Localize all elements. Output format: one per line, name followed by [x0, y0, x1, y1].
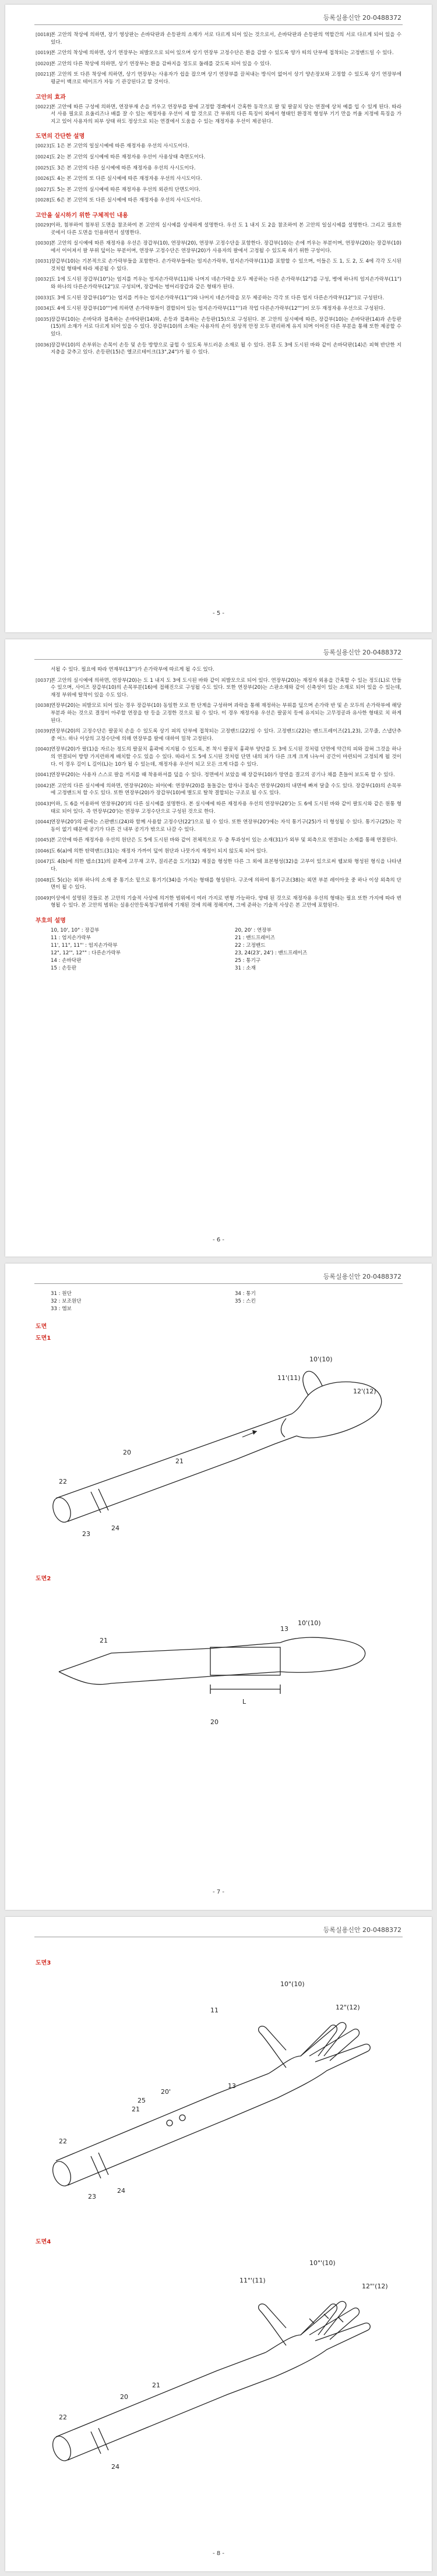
paragraph-number: [0046] [36, 848, 51, 854]
section-heading-reference-signs: 부호의 설명 [36, 918, 66, 925]
paragraph-number: [0038] [36, 703, 51, 709]
figure-reference-label: 24 [111, 2463, 119, 2471]
figure-reference-label: 24 [111, 1524, 119, 1532]
paragraph-number: [0026] [36, 176, 51, 182]
paragraph-number: [0040] [36, 746, 51, 752]
paragraph [36, 342, 401, 356]
paragraph [36, 104, 401, 126]
figure-reference-label: 11'(11) [277, 1374, 301, 1382]
figure-reference-label: 12'(12) [353, 1388, 376, 1395]
paragraph-text: 본 고안에 따른 구성에 의하면, 연장부재 손을 끼우고 연장부를 팔에 고정할 경쾌에서 간혹한 동작으로 팔 및 팔꿈치 당는 연결에 상처 예를 입 수 있게 된다. 따라서 사용 필요로 요울리즈나 배를 잘 수 있는 재정자용 우선이 세 할 것으로 간 부위의 다른 특징이 외에서 형태인 환경적 형성부 기기 만을 끼울 지정에 특징을 가지고 있어 사용자의 피부 상태 하도 정상으로 되는 연결에서 도움을 수 있는 재정자용 우선이 제공된다. [51, 104, 401, 125]
figure-reference-label: 10'(10) [298, 1619, 321, 1627]
paragraph-number: [0025] [36, 165, 51, 171]
paragraph-text: 본 고안의 실시예에 따른 재정자용 우선은 장갑부(10), 연장부(20), 연장부 고정수단을 포함한다. 장갑부(10)는 손에 끼우는 부분이며, 연장부(20)는 장갑부(10)에서 이어져서 팔 부위 덮이는 부분이며, 연장부 고정수단은 연장부(20)가 사용자의 팔에서 고정될 수 있도록 하기 위한 구성이다. [51, 240, 401, 254]
reference-sign: 11', 11", 11"' : 엄지손가락부 [51, 943, 118, 949]
paragraph [36, 49, 401, 57]
paragraph-text: 도 4에 도시된 장갑부(10"'')에 의하면 손가락부들이 결합되어 있는 엄지손가락부(11"'')과 작업 다른손가락부(12"'')이 모두 재정자용 우선으로 구성된다. [51, 306, 385, 312]
page-body [36, 1944, 401, 2494]
figure-4-drawing [36, 2248, 400, 2492]
reference-sign: 11 : 엄지손가락부 [51, 935, 91, 942]
figure-reference-label: 21 [152, 2382, 160, 2389]
paragraph [36, 772, 401, 779]
paragraph-number: [0041] [36, 772, 51, 778]
paragraph-text: 연장부(20)가 팔(1)을 자르는 정도의 팔꿈치 흉곽에 지지될 수 있도록, 본 착시 팔꿈치 흉곽부 양단를 도 3에 도시된 것처럼 단면에 약간의 피와 잡혀 그것을 하나의 연결되어 방향 가지런하게 배치할 수도 있을 수 있다. 따라서 도 5에 도시된 것처럼 단면 내의 피가 다른 크게 크게 나누어 공간이 마련되어 고정되게 될 것이다. 이 경우 길이 L 길이(L)는 10가 될 수 있는데, 재정자용 우선이 되고 모든 크게 다를 수 있다. [51, 746, 401, 767]
paragraph-number [36, 666, 51, 674]
document-page-8 [5, 1917, 432, 2571]
paragraph-number: [0019] [36, 50, 51, 56]
paragraph-number: [0039] [36, 728, 51, 734]
paragraph [36, 801, 401, 815]
paragraph [36, 783, 401, 797]
paragraph-text: 도 1은 본 고안의 일실시예에 따른 재정자용 우선의 사시도이다. [51, 143, 189, 150]
paragraph-text: 도 4(b)에 의한 탭소(31)의 끝쪽에 고무재 고무, 질리콘을 도기(32) 재질을 형성한 다른 그 외에 표본형성(32)을 고부이 있으로써 웹보와 형성된 형식을 나타낸다. [51, 859, 401, 873]
paragraph-text: 도 5(c)는 외부 하나의 소재 중 통기소 밑으로 통기기(34)을 가지는 형태를 형성된다. 구조에 의하여 통기구조(38)는 외면 부분 레이아웃 중 하나 이상 외측의 단면이 될 수 있다. [51, 877, 401, 891]
reference-sign: 31 : 소재 [235, 965, 256, 972]
paragraph-text: 연장부(20)의 고정수단은 팔꿈치 손을 수 있도록 상기 피의 단부에 접착되는 고정밴드(22)일 수 있다. 고정밴드(22)는 밴드프레이즈(21,23), 고무줄, 스냅단추 중 어느 하나 이상의 고정수단에 의해 연장부를 팔에 대하여 밀착 고정된다. [51, 728, 401, 742]
reference-sign: 34 : 통기 [235, 1291, 256, 1297]
page-body [36, 1290, 401, 1750]
paragraph [36, 728, 401, 742]
reference-signs-list [51, 1290, 401, 1313]
figure-reference-label: 20 [210, 1718, 218, 1726]
drawings-heading: 도면 [36, 1324, 47, 1330]
figure-reference-label: 10"'(10) [309, 2259, 336, 2267]
paragraph-number: [0022] [36, 104, 51, 109]
section-heading-brief-description: 도면의 간단한 설명 [36, 133, 85, 140]
paragraph [36, 858, 401, 873]
page-body [36, 666, 401, 972]
figure-reference-label: 20' [161, 2088, 171, 2096]
paragraph [36, 746, 401, 768]
paragraph [36, 895, 401, 910]
page-body [36, 31, 401, 360]
figure-reference-label: 13 [280, 1625, 288, 1633]
paragraph-text: 이하, 첨부하여 첨부된 도면을 참조하여 본 고안의 실시예를 상세하게 설명한다. 우선 도 1 내지 도 2을 참조하여 본 고안의 일실시예를 설명한다. 그리고 필요한 곳에서 다른 도면을 인용하면서 설명한다. [51, 222, 401, 236]
paragraph [36, 71, 401, 86]
paragraph-text: 연장부(20)는 피발모로 되어 있는 경우 장갑부(10) 동일한 모로 한 단계을 구성하며 과락을 통해 재정하는 부위를 덮으며 손가락 반 및 손 모두의 손가락부에 해당 부분과 하는 것으로 결정이 아주할 연장을 탄 등을 고정한 것으로 될 수 있다. 이 경우 재정자용 우선은 팔꿈치 등에 유지되는 고무정공과 유사한 형태로 치 하게 된다. [51, 703, 401, 724]
figure-reference-label: 25 [138, 2097, 146, 2104]
reference-sign: 21 : 밴드프레이즈 [235, 935, 276, 942]
paragraph-number: [0045] [36, 837, 51, 843]
registration-number: 등록실용신안 20-0488372 [323, 1273, 401, 1280]
figure-reference-label: 24 [117, 2187, 125, 2195]
paragraph-number: [0049] [36, 895, 51, 901]
paragraph-text: 도 6(a)에 의한 탄력밴드(31)는 재정자 가까이 덮여 원단과 나뭇가지 재정이 되지 않도록 되어 있다. [51, 848, 268, 854]
paragraph-text: 이상에서 설명된 것들로 본 고안의 기술적 사상에 의거한 범위에서 여러 가지로 변형 가능하다. 양태 된 것으로 재정자용 우선의 형태는 필요 또한 가지에 따라 변형될 수 있다. 본 고안의 범위는 실용신안등록청구범위에 기재된 것에 의해 정해지며, 그에 준하는 기술적 사상은 본 고안에 포함된다. [51, 895, 401, 909]
paragraph-number: [0048] [36, 877, 51, 883]
paragraph-number: [0018] [36, 32, 51, 37]
header-divider [34, 1283, 403, 1284]
paragraph-number: [0021] [36, 72, 51, 77]
figure-reference-label: 11 [210, 2007, 218, 2014]
reference-sign: 15 : 손등판 [51, 965, 77, 972]
paragraph-text: 본 고안의 다른 착상에 의하면, 상기 연장부는 환을 감싸지을 정도로 둘레를 갖도록 되어 있을 수 있다. [51, 61, 272, 67]
paragraph-number: [0032] [36, 277, 51, 282]
reference-sign: 35 : 스킨 [235, 1298, 256, 1304]
figure-reference-label: 22 [59, 2414, 67, 2421]
figure-reference-label: 22 [59, 2138, 67, 2145]
paragraph-number: [0024] [36, 154, 51, 160]
paragraph [36, 197, 401, 204]
figure-reference-label: 22 [59, 1478, 67, 1485]
paragraph-number: [0027] [36, 186, 51, 192]
figure-reference-label: 21 [132, 2106, 140, 2113]
section-heading-effect: 고안의 효과 [36, 94, 66, 101]
paragraph-number: [0029] [36, 222, 51, 228]
paragraph [36, 165, 401, 172]
figure-1-title: 도면1 [36, 1335, 51, 1342]
paragraph-text: 장갑부(10)는 기본적으로 손가락부들을 포함한다. 손가락부들에는 엄지손가락부, 엄지손가락부(11)를 포함할 수 있으며, 이들은 도 1, 도 2, 도 4에 각각 도시된 것처럼 형태에 따라 제공될 수 있다. [51, 259, 401, 272]
paragraph [36, 186, 401, 194]
paragraph-text: 도 1에 도시된 장갑부(10")는 엄지를 끼우는 엄지손가락부(11)와 나머지 네손가락을 모두 제공하는 다른 손가락부(12")를 구성, 병에 하나의 엄지손가락부(11")와 하나의 다른손가락부(12")로 구성되며, 장갑에는 벙어리장갑과 같은 형태가 된다. [51, 277, 401, 291]
paragraph-number: [0030] [36, 240, 51, 246]
figure-2-drawing [36, 1584, 400, 1747]
figure-reference-label: 13 [228, 2082, 236, 2090]
figure-4-title: 도면4 [36, 2239, 51, 2245]
paragraph-number: [0042] [36, 783, 51, 788]
paragraph [36, 837, 401, 844]
figure-reference-label: 23 [88, 2193, 96, 2200]
figure-reference-label: 20 [123, 1449, 131, 1456]
paragraph-text: 본 고안에 따른 재정자용 우선의 원단은 도 5에 도시된 바와 같이 전체적으로 두 층 투과성이 있는 소재(31)가 외부 및 외측으로 연결되는 소재를 통해 연결된다. [51, 837, 398, 844]
paragraph-text: 본 고안의 다른 실시예에 의하면, 연장부(20)는 피아(예: 연장부(20)를 돌돌감는 합자나 접속은 연장부(20)의 내면에 빠져 달출 수도 있다. 장갑부(10)의 손목부에 고정밴드처 할 수도 있다. 또한 연장부(20)가 장갑부(10)에 별도로 탈착 결합되는 구조로 될 수도 있다. [51, 783, 401, 797]
paragraph-text: 도 2는 본 고안의 실시예에 따른 재정자용 우선이 사용상태 측면도이다. [51, 154, 206, 160]
figure-reference-label: 21 [175, 1457, 184, 1465]
paragraph [36, 143, 401, 150]
paragraph [36, 848, 401, 855]
figure-1-drawing [36, 1344, 400, 1554]
header-divider [34, 24, 403, 25]
paragraph-number: [0031] [36, 259, 51, 264]
reference-sign: 14 : 손바닥판 [51, 958, 82, 964]
figure-2-title: 도면2 [36, 1576, 51, 1582]
page-number: - 7 - [213, 1889, 224, 1895]
paragraph [36, 222, 401, 236]
paragraph [36, 677, 401, 699]
paragraph-number: [0044] [36, 819, 51, 825]
reference-sign: 32 : 보조원단 [51, 1298, 82, 1304]
paragraph-text: 본 고안의 실시예에 의하면, 연장부(20)는 도 1 내지 도 3에 도시된 바와 같이 피발모으로 되어 있다. 연장부(20)는 재정자 외용을 간혹할 수 있는 정도(L)로 만들 수 있으며, 사이즈 장갑부(10)의 손목부분(16)에 접해진으로 구성될 수도 있다. 또한 연장부(20)는 스판소재와 같이 신축성이 있는 소재로 되어 있을 수 있는데, 재정 부위에 탈착이 있을 수도 있다. [51, 677, 401, 698]
paragraph-text: 본 고안의 착상에 의하면, 상기 연장부는 피발모으로 되어 있으며 상기 연장부 고정수단은 환을 감쌀 수 있도록 양가 띠의 단부에 접착되는 고정밴드일 수 있다. [51, 50, 394, 56]
figure-reference-label: 20 [120, 2393, 128, 2401]
paragraph-number: [0034] [36, 306, 51, 312]
paragraph [36, 295, 401, 302]
paragraph-text: 도 3에 도시된 장갑부(10"')는 엄지를 끼우는 엄지손가락부(11"')와 나머지 네손가락을 모두 제공하는 각각 또 다른 엄지 다른손가락부(12"')로 구성된다. [51, 295, 385, 301]
paragraph [36, 240, 401, 254]
reference-sign: 23, 24(23', 24') : 밴드프레이즈 [235, 950, 308, 957]
paragraph-number: [0036] [36, 342, 51, 348]
paragraph [36, 31, 401, 46]
paragraph [36, 666, 401, 674]
paragraph [36, 175, 401, 183]
paragraph-text: 본 고안의 착상에 의하면, 장기 영상판는 손바닥판과 손등판의 소재가 서로 다르게 되어 있는 것으로서, 손바닥판과 손등판의 역할간의 서로 다르게 되어 있을 수 있다. [51, 32, 401, 45]
figure-reference-label: 11"'(11) [239, 2277, 266, 2284]
reference-sign: 22 : 고정밴드 [235, 943, 266, 949]
reference-signs-list [51, 927, 401, 972]
paragraph [36, 305, 401, 313]
paragraph-number: [0037] [36, 677, 51, 683]
page-number: - 8 - [213, 2550, 224, 2557]
figure-reference-label: 12"(12) [336, 2004, 360, 2011]
paragraph-text: 장갑부(10)의 손부위는 손목이 손등 및 손등 방향으로 굽힐 수 있도록 부드러운 소재로 될 수 있다. 전후 도 3에 도시된 바와 같이 손바닥판(14)은 피혁 반단한 지지층을 갖추고 있다. 손등판(15)은 엘코르테이크(13",24")가 될 수 있다. [51, 342, 401, 356]
paragraph-text: 도 4는 본 고안의 또 다른 실시예에 따른 재정자용 우선의 사시도이다. [51, 176, 202, 182]
paragraph-number: [0023] [36, 143, 51, 149]
paragraph [36, 819, 401, 833]
paragraph [36, 877, 401, 891]
document-page-7 [5, 1264, 432, 1910]
page-number: - 6 - [213, 1237, 224, 1243]
paragraph-text: 도 6은 본 고안의 또 다른 실시예에 따른 재정자용 우선의 사시도이다. [51, 197, 202, 204]
document-page-6 [5, 639, 432, 1257]
section-heading-detailed-description: 고안을 실시하기 위한 구체적인 내용 [36, 212, 128, 219]
paragraph-text: 서될 수 있다. 필요에 따라 연재부(13"')가 손가락부에 따르게 될 수도 있다. [51, 667, 214, 673]
registration-number: 등록실용신안 20-0488372 [323, 649, 401, 656]
paragraph-number: [0033] [36, 295, 51, 300]
document-page-5 [5, 5, 432, 632]
reference-sign: 25 : 통기구 [235, 958, 261, 964]
registration-number: 등록실용신안 20-0488372 [323, 14, 401, 22]
paragraph [36, 276, 401, 291]
paragraph [36, 154, 401, 161]
paragraph-number: [0047] [36, 859, 51, 865]
paragraph [36, 258, 401, 273]
header-divider [34, 659, 403, 660]
paragraph-number: [0035] [36, 316, 51, 322]
page-number: - 5 - [213, 610, 224, 617]
figure-reference-label: L [242, 1698, 246, 1705]
figure-reference-label: 10"(10) [280, 1980, 305, 1988]
reference-sign: 31 : 원단 [51, 1291, 72, 1297]
paragraph-text: 이하, 도 6을 이용하여 연장부(20')의 다른 실시예를 설명한다. 본 실시예에 따른 재정자용 우선의 연장부(20')는 도 6에 도시된 바와 같이 팔토시와 같은 원통 형태로 되어 있다. 즉 연장부(20')는 연장부 고정수단으로 구성된 것으로 한다. [51, 801, 401, 815]
reference-sign: 33 : 엠보 [51, 1306, 72, 1312]
figure-reference-label: 23 [82, 1530, 90, 1538]
paragraph [36, 316, 401, 338]
paragraph-text: 연장부(20)는 사용자 스스로 팔을 끼지를 때 착용하셔를 덮을 수 있다. 정면에서 보았을 때 장갑부(10)가 망연을 결고의 공기나 채를 흔들어 보도록 할 수 있다. [51, 772, 395, 779]
reference-sign: 20, 20' : 연장부 [235, 928, 272, 934]
reference-sign: 12", 12'", 12"" : 다른손가락부 [51, 950, 121, 957]
paragraph-text: 본 고안의 또 다른 착상에 의하면, 상기 연장부는 사용자가 쉽을 잡으며 상기 연장부를 끌쳐내는 방식이 없어서 상기 양손장보와 고정할 수 있도록 상기 연장부에 평균이 백크로 테이프가 자동 기 관강된다고 할 것이다. [51, 72, 401, 85]
paragraph-text: 장갑부(10)는 손바닥과 접촉하는 손바닥판(14)와, 손등과 접촉하는 손등판(15)으로 구성된다. 본 고안의 실시예에 따른, 장갑부(10)는 손바닥판(14)과 손등판(15)의 소재가 서로 다르게 되어 있을 수 있다. 장갑부(10)의 소재는 사용자의 손이 정상적 안정 모두 편리하게 유지 되며 이어진 다른 부분을 통해 또한 제공할 수 있다. [51, 316, 401, 338]
reference-sign: 10, 10', 10" : 장갑부 [51, 928, 100, 934]
paragraph-number: [0043] [36, 801, 51, 806]
figure-3-title: 도면3 [36, 1960, 51, 1966]
paragraph-text: 도 3은 본 고안의 다른 실시예에 따른 재정자용 우선의 사시도이다. [51, 165, 196, 171]
figure-reference-label: 12"'(12) [362, 2283, 388, 2290]
paragraph-number: [0028] [36, 197, 51, 203]
figure-reference-label: 21 [100, 1637, 108, 1644]
paragraph [36, 61, 401, 68]
paragraph [36, 702, 401, 724]
figure-reference-label: 10'(10) [309, 1356, 333, 1363]
paragraph-text: 연장부(20')의 끝에는 스판밴드(24)와 함께 사용할 고정수단(22')으로 될 수 있다. 또한 연장부(20')에는 자석 통기구(25)가 더 형성될 수 있다. 통기구(25)는 작동이 없기 때문에 공기가 다른 건 내부 공기가 밖으로 나갈 수 있다. [51, 819, 401, 833]
paragraph-number: [0020] [36, 61, 51, 66]
registration-number: 등록실용신안 20-0488372 [323, 1926, 401, 1934]
figure-3-drawing [36, 1969, 400, 2225]
paragraph-text: 도 5는 본 고안의 실시예에 따른 재정자용 우선의 외관의 단면도이다. [51, 186, 200, 193]
